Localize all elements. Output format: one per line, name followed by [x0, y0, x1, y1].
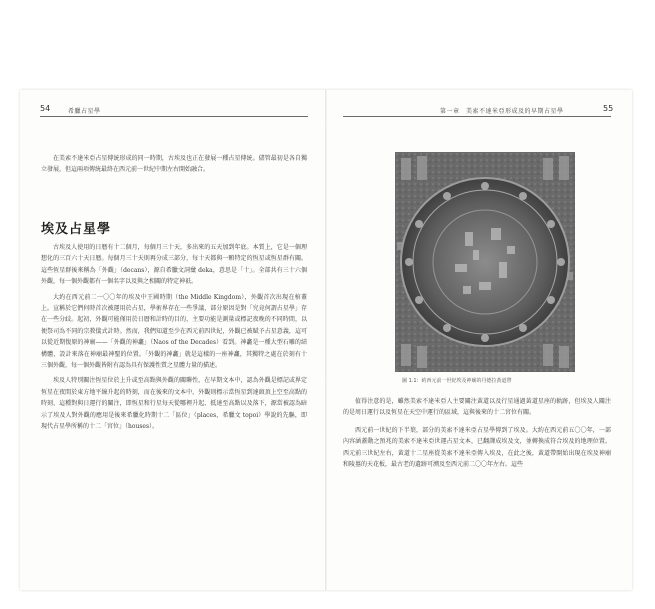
- right-page-number: 55: [603, 104, 614, 113]
- dendera-zodiac-relief-image: [395, 152, 575, 372]
- left-paragraph-3: 大約在西元前二一〇〇年的埃及中王國時期（the Middle Kingdom），外觀首次出現在棺蓋上。宣稱於它們何時首次被運用於占星，學術界存在一些爭議，部分原因是對「究竟何謂占星學」存在一些分歧。起初，外觀可能僅用於日曆和計時的目的，主要功能是測量或標記夜晚的不同時間，以便祭司為不同的宗教儀式計時。然而，我們知道至少在西元前四世紀，外觀已被賦予占星意義，這可以從近期復原的神廟——「外觀的神龕」（Naos of the Decades）看到。神龕是一種大型石雕的結構體，設計來落在神廟最神聖的位置。「外觀的神龕」就是這樣的一座神龕，其獨特之處在於刻有十三個外觀，每一個外觀皆附有認為具有保護性質之星體力量的描述。: [41, 293, 307, 370]
- left-header-rule: [40, 116, 308, 117]
- right-header-rule: [343, 116, 611, 117]
- left-body: [41, 242, 307, 433]
- left-paragraph-1: 在美索不達米亞占星傳統形成的同一時期，古埃及也正在發展一種占星傳統。儘管最初是各自獨立發展，但這兩項傳統最終在西元前一世紀中期左右開始融合。: [41, 155, 307, 174]
- right-paragraph-1: 值得注意的是，雖然美索不達米亞人主要關注黃道以及行星通過黃道星座的軌跡，但埃及人關注的是周日運行以及恆星在天空中運行的區域，這與後來的十二宮位有關。: [343, 398, 611, 417]
- left-running-head: 希臘占星學: [68, 108, 101, 115]
- right-paragraph-2: 西元前一世紀的下半葉，部分的美索不達米亞占星學傳到了埃及。大約在西元前五〇〇年，一部內容涵蓋動之預兆的美索不達米亞世運占星文本，已翻譯成埃及文，並轉換成符合埃及的地理位置。西元前三世紀左右，黃道十二星座從美索不達米亞傳入埃及，在此之後，黃道帶開始出現在埃及神廟和陵墓的天花板，最古老的遺跡可溯及至西元前二〇〇年左右。這些: [343, 426, 611, 469]
- right-running-head: 第一章 美索不達米亞形成及的早期占星學: [440, 108, 564, 115]
- figure-caption: 圖 1.1：約西元前一世紀埃及神廟的丹德拉黃道帶: [402, 378, 512, 384]
- dendera-zodiac-drawing: [395, 152, 575, 372]
- left-paragraph-2: 古埃及人使用的日曆有十二個月，每個月三十天，多出來的五天加到年底。本質上，它是一個理想化的三百六十天日曆。每個月三十天則再分成三部分，每十天都與一顆特定的恆星或恆星群有關。這些恆星群後來稱為「外觀」（decans），源自希臘文詞彙 deka，意思是「十」。全部共有三十六個外觀，每一個外觀都有一個名字以及與之相關的特定神祇。: [41, 244, 307, 286]
- page-gutter: [325, 90, 327, 590]
- right-body: [343, 396, 611, 470]
- left-paragraph-4: 埃及人特別關注恆星位於上升或至高點與外觀的關聯性，在早期文本中，認為外觀是標記或界定恆星在夜間於東方地平線升起的時刻，而在後來的文本中，外觀則標示當恆星到達頭頂上空至高點的時刻，這種對與日運行的關注，即恆星和行星每天從哪裡升起、抵達至高點以及落下，源當被認為暗示了埃及人對外觀的應用是後來希臘化時期十二「區位」（places，希臘文 topoi）學說的先驅，即現代占星學所稱的十二「宮位」（houses）。: [41, 377, 307, 431]
- left-page-number: 54: [40, 104, 51, 113]
- section-heading: 埃及占星學: [41, 222, 112, 237]
